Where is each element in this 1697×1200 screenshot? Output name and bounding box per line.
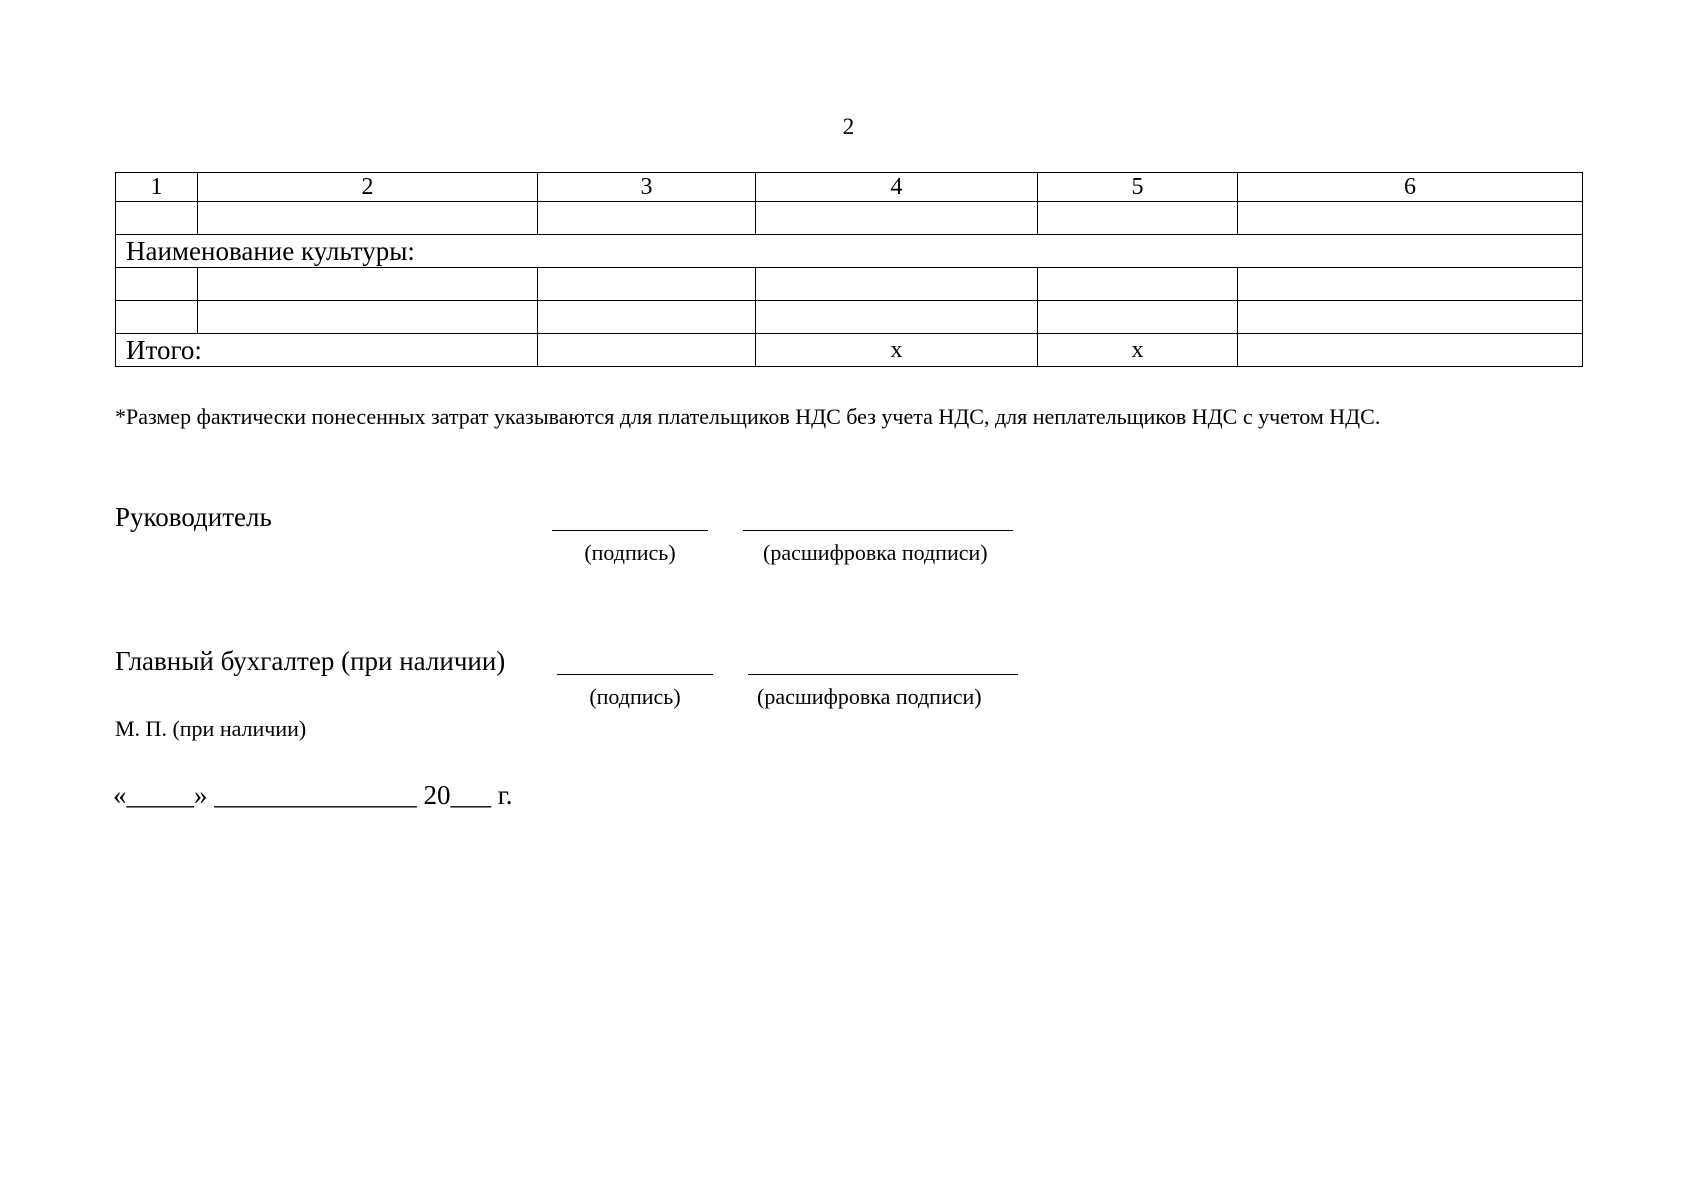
column-header: 1 bbox=[116, 173, 198, 202]
column-header: 2 bbox=[198, 173, 538, 202]
table-cell[interactable] bbox=[1238, 202, 1583, 235]
table-cell[interactable] bbox=[1038, 301, 1238, 334]
table-cell[interactable] bbox=[756, 202, 1038, 235]
table-cell[interactable] bbox=[538, 268, 756, 301]
table-row bbox=[116, 301, 1583, 334]
table-cell[interactable] bbox=[1238, 301, 1583, 334]
total-cross-mark: х bbox=[756, 334, 1038, 367]
expense-table bbox=[115, 172, 1583, 367]
table-cell[interactable] bbox=[538, 334, 756, 367]
total-row bbox=[116, 334, 1583, 367]
table-cell[interactable] bbox=[116, 268, 198, 301]
head-signature-line[interactable] bbox=[552, 530, 708, 531]
head-decoding-line[interactable] bbox=[743, 530, 1013, 531]
table-cell[interactable] bbox=[538, 202, 756, 235]
total-cross-mark: х bbox=[1038, 334, 1238, 367]
table-cell[interactable] bbox=[1238, 268, 1583, 301]
table-row bbox=[116, 268, 1583, 301]
total-label: Итого: bbox=[116, 334, 538, 367]
chief-accountant-signature-caption: (подпись) bbox=[589, 684, 681, 709]
footnote: *Размер фактически понесенных затрат указываются для плательщиков НДС без учета НДС, для неплательщиков НДС с учетом НДС. bbox=[115, 404, 1381, 429]
table-cell[interactable] bbox=[198, 202, 538, 235]
chief-accountant-decoding-line[interactable] bbox=[748, 674, 1018, 675]
culture-name-label: Наименование культуры: bbox=[116, 235, 1583, 268]
head-label: Руководитель bbox=[115, 502, 272, 532]
date-field[interactable]: «_____» _______________ 20___ г. bbox=[113, 780, 513, 810]
table-cell[interactable] bbox=[1038, 202, 1238, 235]
column-header: 6 bbox=[1238, 173, 1583, 202]
chief-accountant-signature-line[interactable] bbox=[557, 674, 713, 675]
culture-name-row bbox=[116, 235, 1583, 268]
table-cell[interactable] bbox=[1238, 334, 1583, 367]
column-header: 4 bbox=[756, 173, 1038, 202]
table-cell[interactable] bbox=[198, 268, 538, 301]
table-row bbox=[116, 202, 1583, 235]
chief-accountant-label: Главный бухгалтер (при наличии) bbox=[115, 646, 506, 676]
table-cell[interactable] bbox=[116, 301, 198, 334]
head-decoding-caption: (расшифровка подписи) bbox=[763, 540, 988, 565]
table-cell[interactable] bbox=[756, 268, 1038, 301]
table-cell[interactable] bbox=[198, 301, 538, 334]
page-number: 2 bbox=[842, 114, 855, 139]
stamp-label: М. П. (при наличии) bbox=[115, 716, 307, 741]
table-cell[interactable] bbox=[1038, 268, 1238, 301]
table-header-row bbox=[116, 173, 1583, 202]
column-header: 5 bbox=[1038, 173, 1238, 202]
table-cell[interactable] bbox=[538, 301, 756, 334]
head-signature-caption: (подпись) bbox=[584, 540, 676, 565]
column-header: 3 bbox=[538, 173, 756, 202]
table-cell[interactable] bbox=[116, 202, 198, 235]
table-cell[interactable] bbox=[756, 301, 1038, 334]
chief-accountant-decoding-caption: (расшифровка подписи) bbox=[757, 684, 982, 709]
